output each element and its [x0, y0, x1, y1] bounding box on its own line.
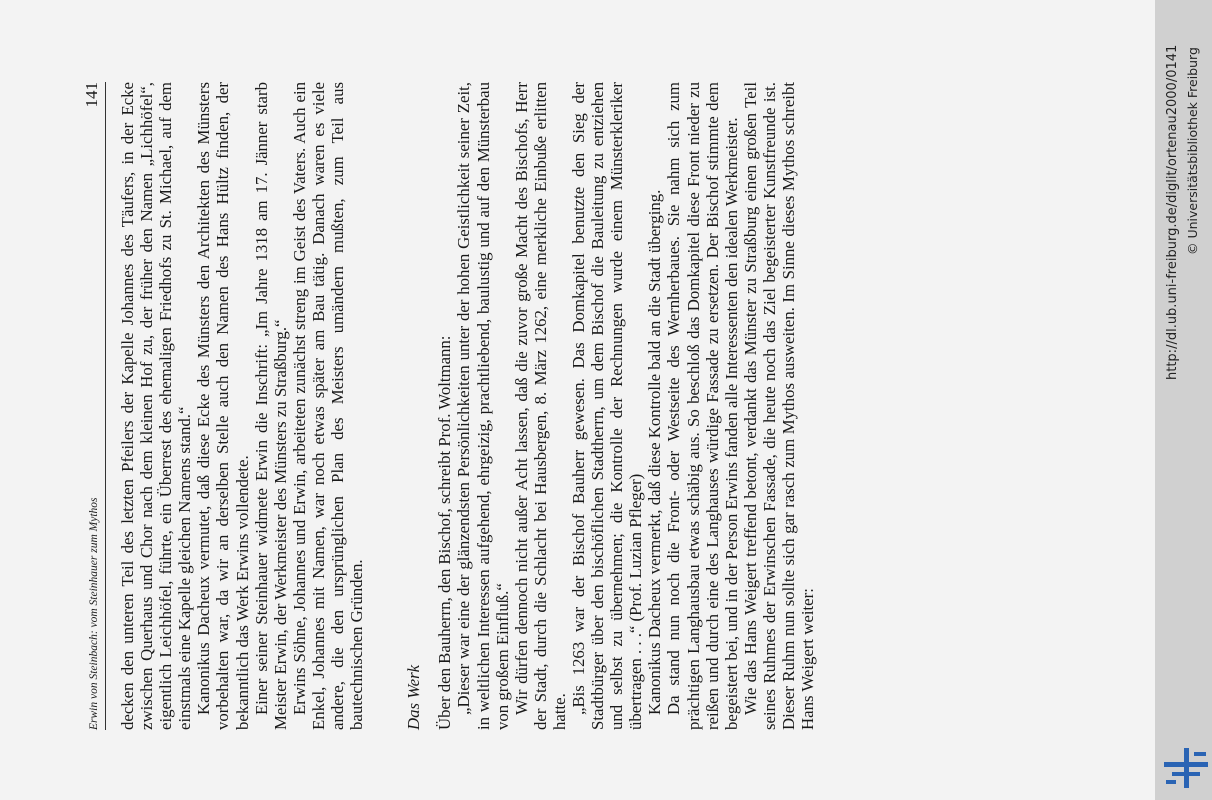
paragraph: Erwins Söhne, Johannes und Erwin, arbeiteten zunächst streng im Geist des Vaters. Auch ein Enkel, Johannes mit Namen, war noch etwas später am Bau tätig. Danach waren es viele andere, die den ursprünglichen Plan des Meisters umändern mußten, zum Teil aus bautechnischen Gründen.	[289, 82, 367, 730]
sidebar-rotated-content	[1155, 0, 1212, 800]
paragraph: Da stand nun noch die Front- oder Westseite des Wernherbaues. Sie nahm sich zum prächtigen Langhausbau etwas schäbig aus. So beschloß das Domkapitel diese Front nieder zu reißen und durch eine des Langhauses würdige Fassade zu ersetzen. Der Bischof stimmte dem begeistert bei, und in der Person Erwins fanden alle Interessenten den idealen Werkmeister.	[664, 82, 741, 730]
page-header	[82, 82, 106, 730]
paragraph: Einer seiner Steinhauer widmete Erwin die Inschrift: „Im Jahre 1318 am 17. Jänner starb Meister Erwin, der Werkmeister des Münsters zu Straßburg.“	[251, 82, 290, 730]
paragraph: Über den Bauherrn, den Bischof, schreibt Prof. Woltmann:	[435, 335, 455, 730]
paragraph: „Bis 1263 war der Bischof Bauherr gewesen. Das Domkapitel benutzte den Sieg der Stadtbürger über den bischöflichen Stadtherrn, um dem Bischof die Bauleitung zu entziehen und selbst zu übernehmen; die Kontrolle der Rechnungen wurde einem Münsterkleriker übertragen . . .“ (Prof. Luzian Pfleger)	[568, 82, 646, 730]
paragraph: decken den unteren Teil des letzten Pfeilers der Kapelle Johannes des Täufers, in der Ecke zwischen Querhaus und Chor nach dem kleinen Hof zu, der früher den Namen „Lichhöfel“, eigentlich Leichhöfel, führte, ein Überrest des ehemaligen Friedhofs zu St. Michael, auf dem einstmals eine Kapelle gleichen Namens stand.“	[118, 82, 195, 730]
source-url-link[interactable]: http://dl.ub.uni-freiburg.de/diglit/ortenau2000/0141	[1165, 44, 1180, 380]
library-sidebar	[1155, 0, 1212, 800]
paragraphs-before-heading	[118, 82, 366, 730]
section-heading: Das Werk	[404, 664, 424, 730]
paragraph: Kanonikus Dacheux vermutet, daß diese Ecke des Münsters den Architekten des Münsters vorbehalten war, da wir an derselben Stelle auch den Namen des Hans Hültz finden, der bekanntlich das Werk Erwins vollendete.	[194, 82, 252, 730]
paragraph: Wir dürfen dennoch nicht außer Acht lassen, daß die zuvor große Macht des Bischofs, Herr der Stadt, durch die Schlacht bei Hausbergen, 8. März 1262, eine merkliche Einbuße erlitten hatte.	[511, 82, 569, 730]
copyright-notice: © Universitätsbibliothek Freiburg	[1185, 47, 1200, 255]
paragraph: „Dieser war eine der glänzendsten Persönlichkeiten unter der hohen Geistlichkeit seiner Zeit, in weltlichen Interessen aufgehend, ehrgeizig, prachtliebend, baulustig und auf den Münsterbau von großem Einfluß.“	[454, 82, 512, 730]
paragraph: Kanonikus Dacheux vermerkt, daß diese Kontrolle bald an die Stadt überging.	[645, 189, 665, 715]
paragraph: Wie das Hans Weigert treffend betont, verdankt das Münster zu Straßburg einen großen Teil seines Ruhmes der Erwinschen Fassade, die heute noch das Ziel begeisterter Kunstfreunde ist. Dieser Ruhm nun sollte sich gar rasch zum Mythos ausweiten. Im Sinne dieses Mythos schreibt Hans Weigert weiter:	[740, 82, 818, 730]
paragraphs-after-heading	[435, 82, 817, 730]
page-number: 141	[82, 82, 101, 108]
body-text	[118, 82, 817, 730]
ub-freiburg-logo-icon	[1164, 748, 1208, 788]
running-title: Erwin von Steinbach: vom Steinhauer zum Mythos	[88, 497, 100, 730]
